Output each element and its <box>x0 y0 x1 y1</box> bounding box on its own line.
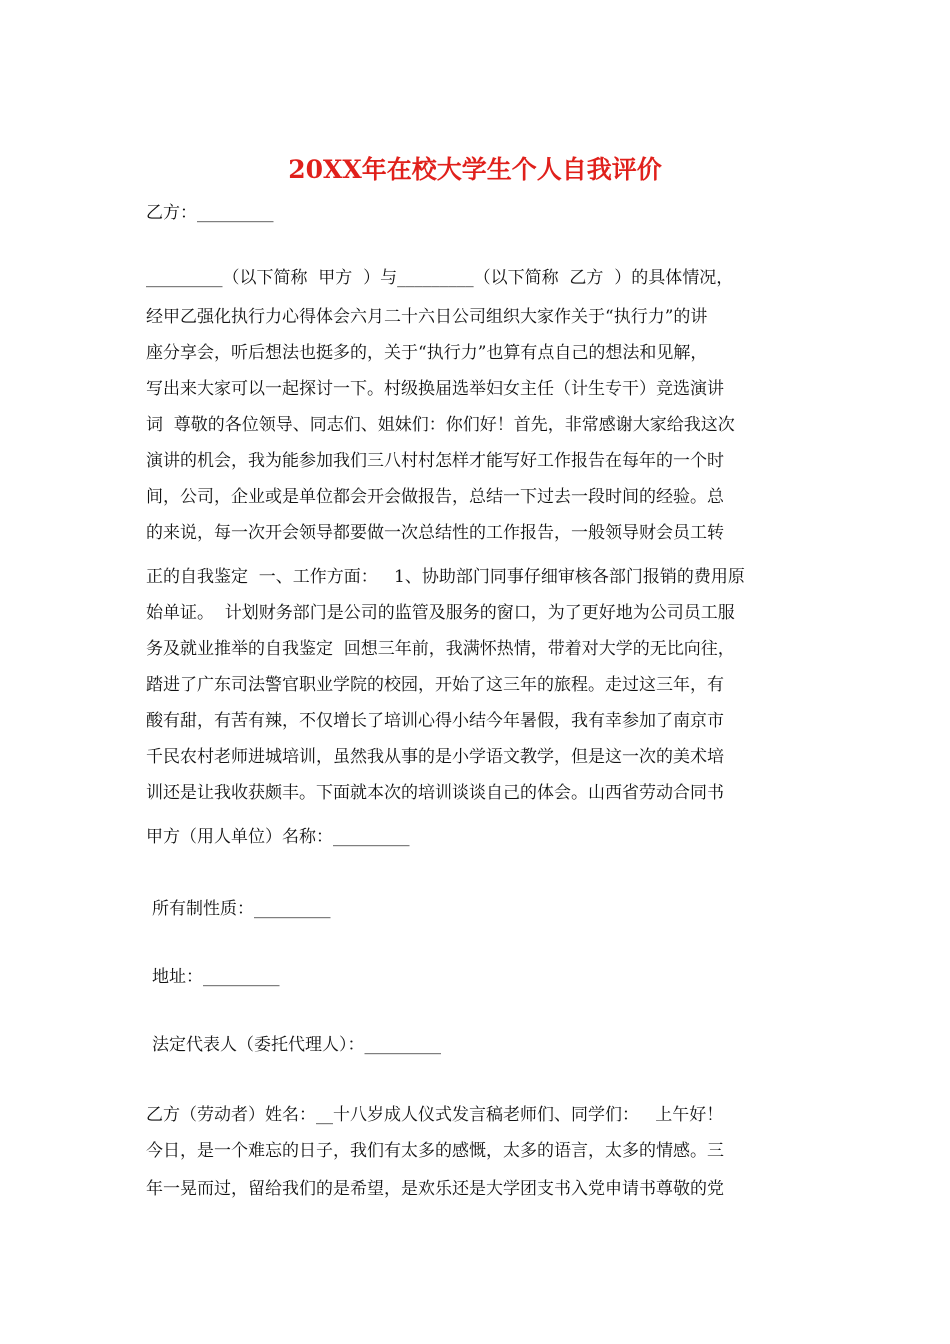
text-line: 地址：_________ <box>152 967 280 987</box>
text-line: 务及就业推举的自我鉴定 回想三年前，我满怀热情，带着对大学的无比向往， <box>146 639 735 659</box>
text-line: 甲方（用人单位）名称：_________ <box>146 827 410 847</box>
text-line: 经甲乙强化执行力心得体会六月二十六日公司组织大家作关于“执行力”的讲 <box>146 307 708 327</box>
text-line: 踏进了广东司法警官职业学院的校园，开始了这三年的旅程。走过这三年，有 <box>146 675 724 695</box>
text-line: 法定代表人（委托代理人）：_________ <box>152 1035 441 1055</box>
text-line: 词 尊敬的各位领导、同志们、姐妹们：你们好！首先，非常感谢大家给我这次 <box>146 415 735 435</box>
document-title: 20XX年在校大学生个人自我评价 <box>288 155 662 184</box>
text-line: 年一晃而过，留给我们的是希望，是欢乐还是大学团支书入党申请书尊敬的党 <box>146 1179 724 1199</box>
text-line: 的来说，每一次开会领导都要做一次总结性的工作报告，一般领导财会员工转 <box>146 523 724 543</box>
text-line: 乙方：_________ <box>146 203 274 223</box>
text-line: 所有制性质：_________ <box>152 899 331 919</box>
text-line: 间，公司，企业或是单位都会开会做报告，总结一下过去一段时间的经验。总 <box>146 487 724 507</box>
text-line: 今日，是一个难忘的日子，我们有太多的感慨，太多的语言，太多的情感。三 <box>146 1141 724 1161</box>
text-line: 写出来大家可以一起探讨一下。村级换届选举妇女主任（计生专干）竞选演讲 <box>146 379 724 399</box>
text-line: _________（以下简称 甲方 ）与_________（以下简称 乙方 ）的具体情况， <box>146 268 734 288</box>
text-line: 酸有甜，有苦有辣，不仅增长了培训心得小结今年暑假，我有幸参加了南京市 <box>146 711 724 731</box>
text-line: 座分享会，听后想法也挺多的，关于“执行力”也算有点自己的想法和见解， <box>146 343 708 363</box>
text-line: 始单证。 计划财务部门是公司的监管及服务的窗口，为了更好地为公司员工服 <box>146 603 735 623</box>
text-line: 乙方（劳动者）姓名：__十八岁成人仪式发言稿老师们、同学们： 上午好！ <box>146 1105 724 1125</box>
text-line: 训还是让我收获颇丰。下面就本次的培训谈谈自己的体会。山西省劳动合同书 <box>146 783 724 803</box>
text-line: 正的自我鉴定 一、工作方面： 1、协助部门同事仔细审核各部门报销的费用原 <box>146 567 745 587</box>
text-line: 演讲的机会，我为能参加我们三八村村怎样才能写好工作报告在每年的一个时 <box>146 451 724 471</box>
text-line: 千民农村老师进城培训，虽然我从事的是小学语文教学，但是这一次的美术培 <box>146 747 724 767</box>
